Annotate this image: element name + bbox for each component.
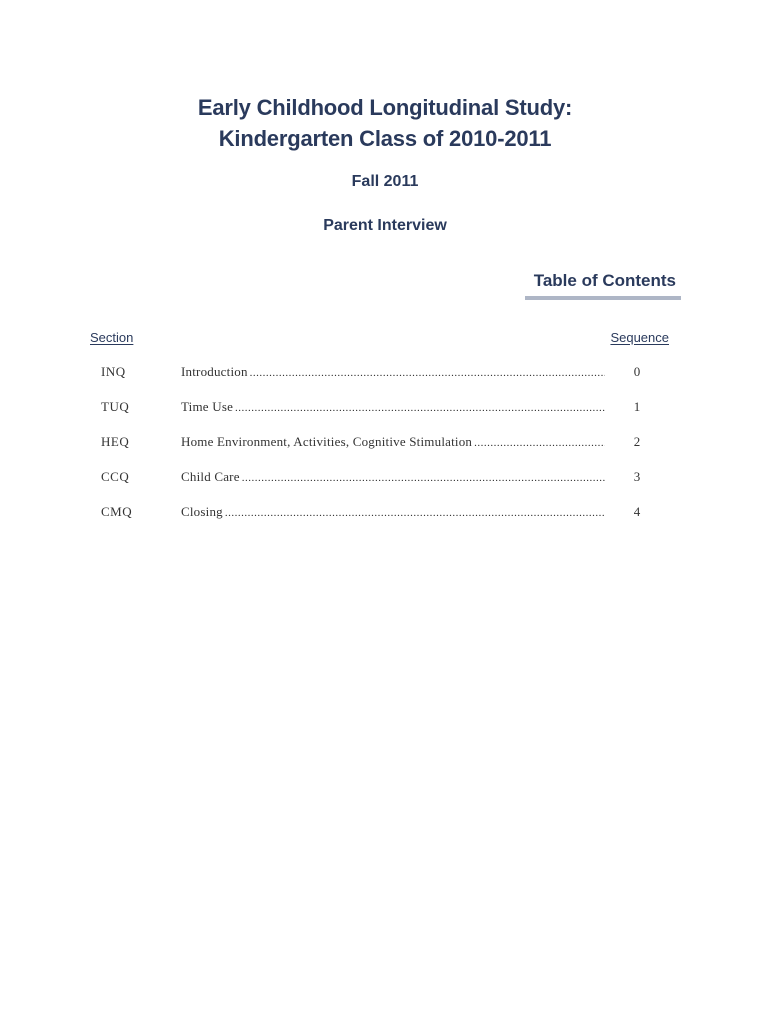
season-label: Fall 2011 <box>351 173 419 190</box>
toc-row-leader <box>242 472 605 484</box>
toc-row-title: Introduction <box>181 364 248 379</box>
toc-row[interactable] <box>0 364 770 386</box>
toc-row-sequence: 3 <box>633 469 641 484</box>
instrument-label: Parent Interview <box>323 217 447 234</box>
toc-row-leader <box>474 437 605 449</box>
toc-row[interactable] <box>0 469 770 491</box>
toc-row[interactable] <box>0 504 770 526</box>
toc-row-sequence: 1 <box>633 399 641 414</box>
toc-row-leader <box>250 367 605 379</box>
toc-row-code: INQ <box>101 364 126 379</box>
document-title-line-1: Early Childhood Longitudinal Study: <box>197 95 573 120</box>
toc-row-leader <box>235 402 605 414</box>
toc-row-entry <box>181 504 605 520</box>
toc-row-title: Closing <box>181 504 223 519</box>
toc-row[interactable] <box>0 399 770 421</box>
toc-row-code: CMQ <box>101 504 133 519</box>
toc-row-title: Home Environment, Activities, Cognitive Stimulation <box>181 434 473 449</box>
toc-heading: Table of Contents <box>533 271 676 290</box>
toc-row-code: TUQ <box>101 399 130 414</box>
toc-row-sequence: 0 <box>633 364 641 379</box>
section-column-header: Section <box>90 330 134 345</box>
toc-row-code: CCQ <box>101 469 130 484</box>
toc-row[interactable] <box>0 434 770 456</box>
toc-row-leader <box>225 507 605 519</box>
toc-row-entry <box>181 469 605 485</box>
toc-row-entry <box>181 399 605 415</box>
toc-row-entry <box>181 434 605 450</box>
toc-row-entry <box>181 364 605 380</box>
toc-row-title: Child Care <box>181 469 240 484</box>
toc-row-sequence: 4 <box>633 504 641 519</box>
toc-heading-rule <box>525 296 681 300</box>
toc-row-code: HEQ <box>101 434 130 449</box>
toc-row-title: Time Use <box>181 399 234 414</box>
document-title-line-2: Kindergarten Class of 2010-2011 <box>218 126 552 151</box>
sequence-column-header: Sequence <box>610 330 669 345</box>
toc-row-sequence: 2 <box>633 434 641 449</box>
